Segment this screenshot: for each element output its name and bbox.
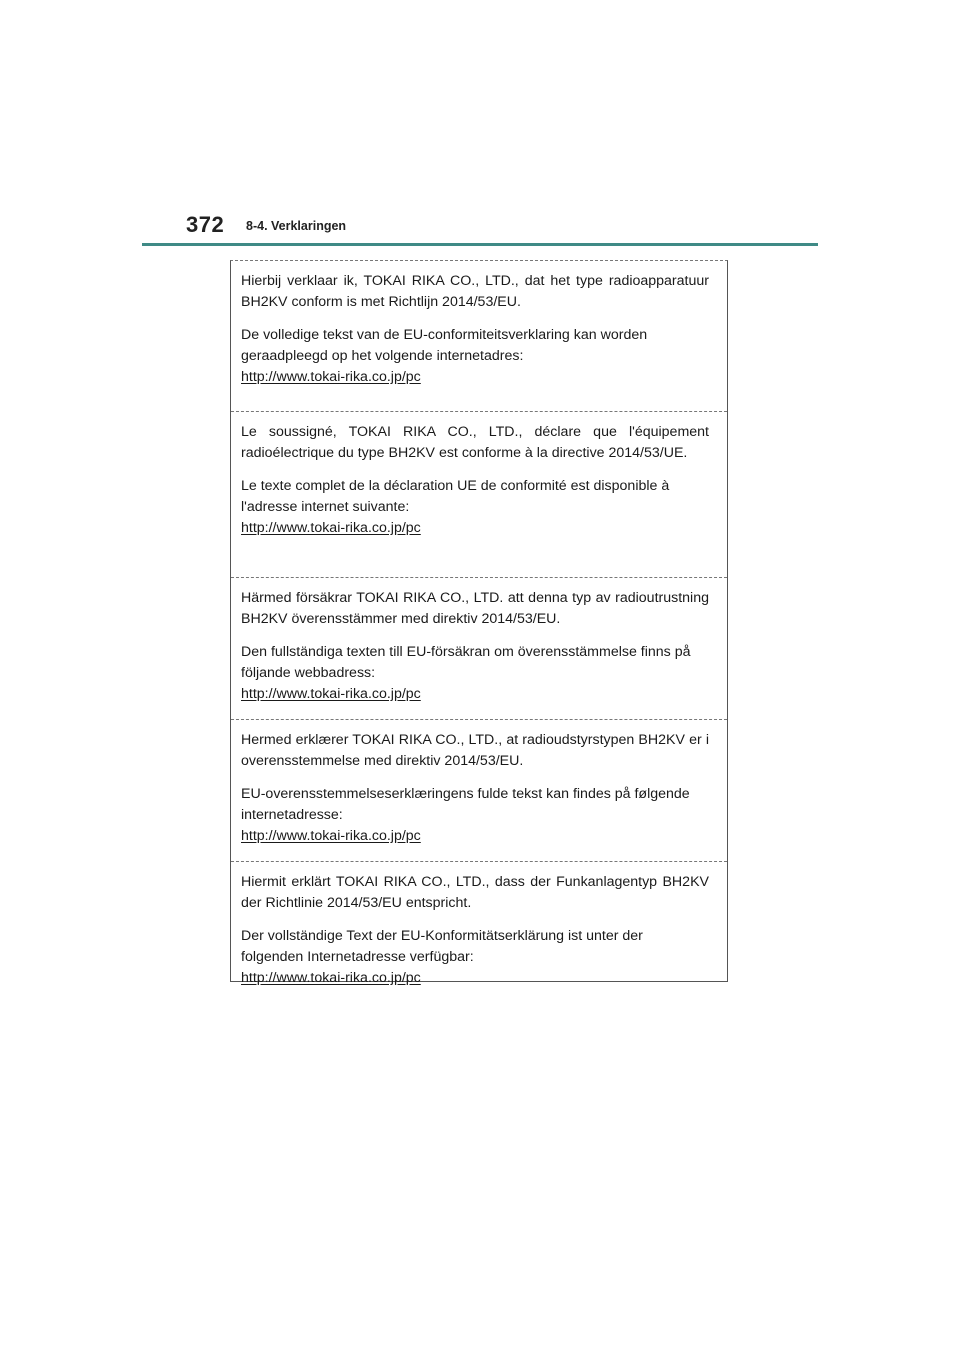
declaration-availability: EU-overensstemmelseserklæringens fulde tekst kan findes på følgende internetadresse: — [241, 786, 690, 823]
declaration-availability: Den fullständiga texten till EU-försäkran om överensstämmelse finns på följande webbadress: — [241, 644, 691, 681]
section-title: 8-4. Verklaringen — [246, 219, 347, 233]
declaration-availability: Der vollständige Text der EU-Konformitätserklärung ist unter der folgenden Internetadresse verfügbar: — [241, 928, 643, 965]
declaration-dutch — [231, 261, 727, 411]
declaration-statement: Hermed erklærer TOKAI RIKA CO., LTD., at radioudstyrstypen BH2KV er i overensstemmelse med direktiv 2014/53/EU. — [241, 732, 709, 769]
declaration-statement: Härmed försäkrar TOKAI RIKA CO., LTD. att denna typ av radioutrustning BH2KV överensstämmer med direktiv 2014/53/EU. — [241, 590, 709, 627]
header-rule — [142, 243, 818, 246]
declaration-url-link[interactable]: http://www.tokai-rika.co.jp/pc — [241, 520, 421, 536]
declaration-swedish — [231, 577, 727, 719]
declaration-statement: Hierbij verklaar ik, TOKAI RIKA CO., LTD., dat het type radioapparatuur BH2KV conform is met Richtlijn 2014/53/EU. — [241, 273, 709, 310]
declaration-statement: Hiermit erklärt TOKAI RIKA CO., LTD., dass der Funkanlagentyp BH2KV der Richtlinie 2014/53/EU entspricht. — [241, 874, 709, 911]
declaration-url-link[interactable]: http://www.tokai-rika.co.jp/pc — [241, 970, 421, 986]
page-number: 372 — [186, 212, 225, 237]
declaration-box — [230, 260, 728, 986]
declaration-url-link[interactable]: http://www.tokai-rika.co.jp/pc — [241, 686, 421, 702]
declaration-availability: De volledige tekst van de EU-conformiteitsverklaring kan worden geraadpleegd op het volgende internetadres: — [241, 327, 648, 364]
declaration-url-link[interactable]: http://www.tokai-rika.co.jp/pc — [241, 369, 421, 385]
page-header — [0, 0, 960, 250]
declaration-french — [231, 411, 727, 577]
declaration-statement: Le soussigné, TOKAI RIKA CO., LTD., déclare que l'équipement radioélectrique du type BH2KV est conforme à la directive 2014/53/UE. — [241, 424, 709, 461]
declaration-danish — [231, 719, 727, 861]
declaration-url-link[interactable]: http://www.tokai-rika.co.jp/pc — [241, 828, 421, 844]
declaration-german — [231, 861, 727, 986]
declaration-availability: Le texte complet de la déclaration UE de conformité est disponible à l'adresse internet suivante: — [241, 478, 670, 515]
